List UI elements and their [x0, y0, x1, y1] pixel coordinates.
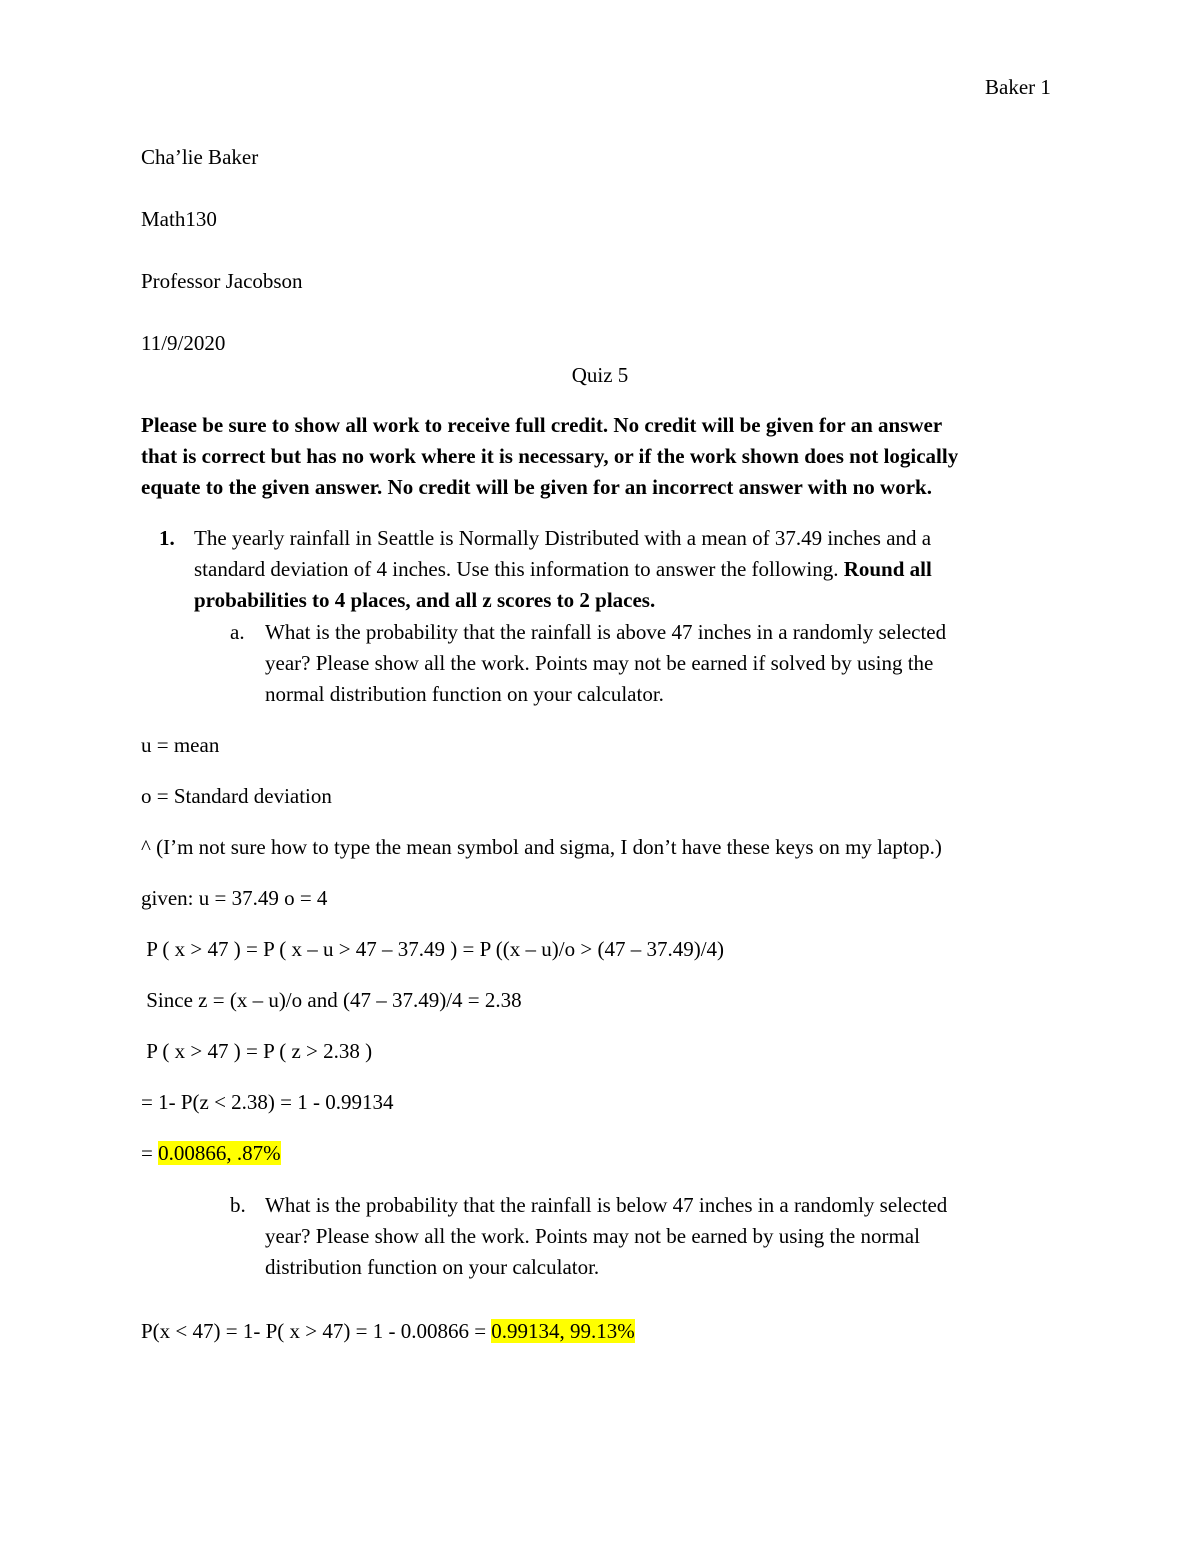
student-name: Cha’lie Baker [141, 145, 259, 169]
question-1-line-3: probabilities to 4 places, and all z scores to 2 places. [194, 588, 656, 612]
question-1-line-2-bold: Round all [843, 557, 932, 581]
work-a-step-1: P ( x > 47 ) = P ( x – u > 47 – 37.49 ) = P ((x – u)/o > (47 – 37.49)/4) [141, 937, 725, 961]
work-a-answer-prefix: = [141, 1141, 159, 1165]
professor-name: Professor Jacobson [141, 269, 303, 293]
date: 11/9/2020 [141, 331, 226, 355]
part-a-label: a. [230, 620, 245, 644]
work-a-answer-highlight: 0.00866, .87% [158, 1141, 281, 1165]
course-name: Math130 [141, 207, 217, 231]
work-a-sd-definition: o = Standard deviation [141, 784, 332, 808]
work-a-note: ^ (I’m not sure how to type the mean symbol and sigma, I don’t have these keys on my laptop.) [141, 835, 942, 859]
work-a-answer-line [141, 1140, 281, 1166]
part-b-line-3: distribution function on your calculator. [265, 1255, 600, 1279]
question-1-line-2 [194, 556, 932, 582]
quiz-title: Quiz 5 [571, 363, 629, 387]
part-b-label: b. [230, 1193, 246, 1217]
work-a-step-3: P ( x > 47 ) = P ( z > 2.38 ) [141, 1039, 373, 1063]
work-a-step-4: = 1- P(z < 2.38) = 1 - 0.99134 [141, 1090, 394, 1114]
page-header: Baker 1 [985, 75, 1051, 99]
instructions-line-2: that is correct but has no work where it is necessary, or if the work shown does not logically [141, 444, 959, 468]
part-a-line-3: normal distribution function on your calculator. [265, 682, 664, 706]
work-b-answer-prefix: P(x < 47) = 1- P( x > 47) = 1 - 0.00866 = [141, 1319, 492, 1343]
work-a-step-2: Since z = (x – u)/o and (47 – 37.49)/4 = 2.38 [141, 988, 522, 1012]
work-a-given: given: u = 37.49 o = 4 [141, 886, 328, 910]
part-a-line-2: year? Please show all the work. Points may not be earned if solved by using the [265, 651, 934, 675]
work-b-answer-line [141, 1318, 635, 1344]
instructions-line-3: equate to the given answer. No credit will be given for an incorrect answer with no work. [141, 475, 932, 499]
question-1-line-1: The yearly rainfall in Seattle is Normally Distributed with a mean of 37.49 inches and a [194, 526, 932, 550]
question-number: 1. [159, 526, 175, 550]
part-b-line-2: year? Please show all the work. Points may not be earned by using the normal [265, 1224, 920, 1248]
part-b-line-1: What is the probability that the rainfall is below 47 inches in a randomly selected [265, 1193, 948, 1217]
part-a-line-1: What is the probability that the rainfall is above 47 inches in a randomly selected [265, 620, 947, 644]
instructions-line-1: Please be sure to show all work to receive full credit. No credit will be given for an answer [141, 413, 943, 437]
question-1-line-2-plain: standard deviation of 4 inches. Use this information to answer the following. [194, 557, 844, 581]
work-a-mean-definition: u = mean [141, 733, 220, 757]
work-b-answer-highlight: 0.99134, 99.13% [491, 1319, 635, 1343]
